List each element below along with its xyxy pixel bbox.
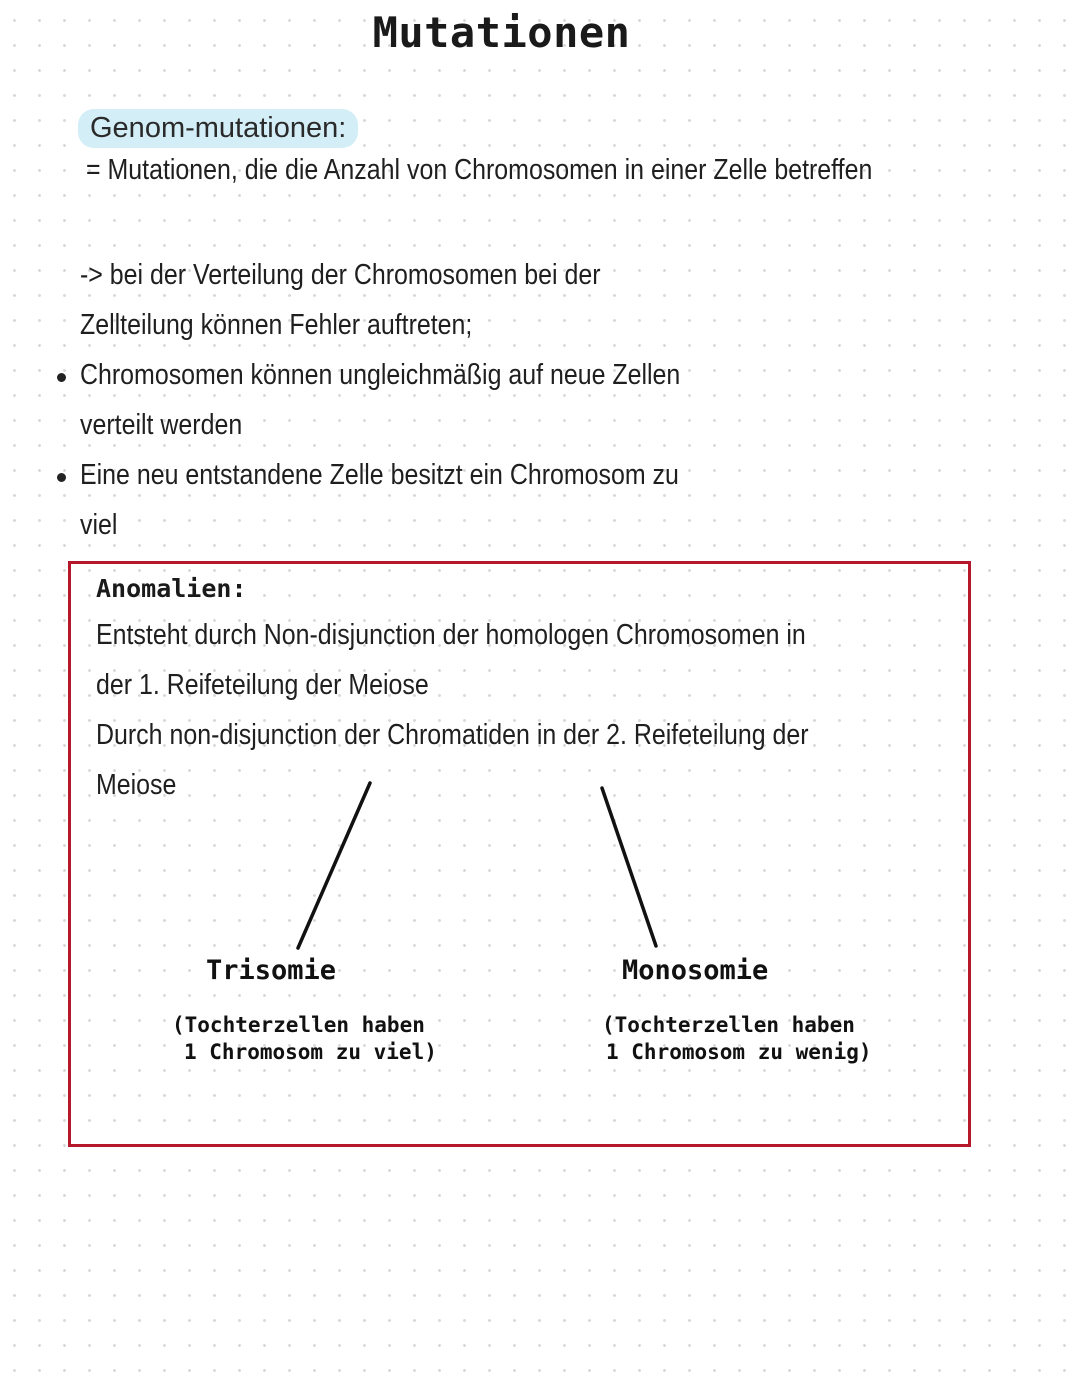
anomalien-line: Entsteht durch Non-disjunction der homologen Chromosomen in <box>96 619 806 651</box>
branch-line-trisomie <box>298 783 370 948</box>
trisomie-description: 1 Chromosom zu viel) <box>184 1040 437 1064</box>
trisomie-description: (Tochterzellen haben <box>172 1013 425 1037</box>
genom-definition: = Mutationen, die die Anzahl von Chromosomen in einer Zelle betreffen <box>86 154 873 186</box>
page-title: Mutationen <box>372 8 631 57</box>
trisomie-label: Trisomie <box>206 955 337 986</box>
explanation-line: verteilt werden <box>80 409 243 441</box>
anomalien-heading: Anomalien: <box>96 574 247 603</box>
explanation-line: viel <box>80 509 118 541</box>
explanation-line: Zellteilung können Fehler auftreten; <box>80 309 473 341</box>
explanation-line: Eine neu entstandene Zelle besitzt ein Chromosom zu <box>80 459 679 491</box>
monosomie-description: 1 Chromosom zu wenig) <box>606 1040 872 1064</box>
branch-line-monosomie <box>602 788 656 946</box>
anomalien-line: Meiose <box>96 769 177 801</box>
anomalien-line: Durch non-disjunction der Chromatiden in der 2. Reifeteilung der <box>96 719 809 751</box>
explanation-line: Chromosomen können ungleichmäßig auf neue Zellen <box>80 359 681 391</box>
explanation-line: -> bei der Verteilung der Chromosomen bei der <box>80 259 601 291</box>
anomalien-line: der 1. Reifeteilung der Meiose <box>96 669 429 701</box>
genom-mutationen-heading: Genom-mutationen: <box>78 109 358 148</box>
monosomie-label: Monosomie <box>622 955 769 986</box>
monosomie-description: (Tochterzellen haben <box>602 1013 855 1037</box>
